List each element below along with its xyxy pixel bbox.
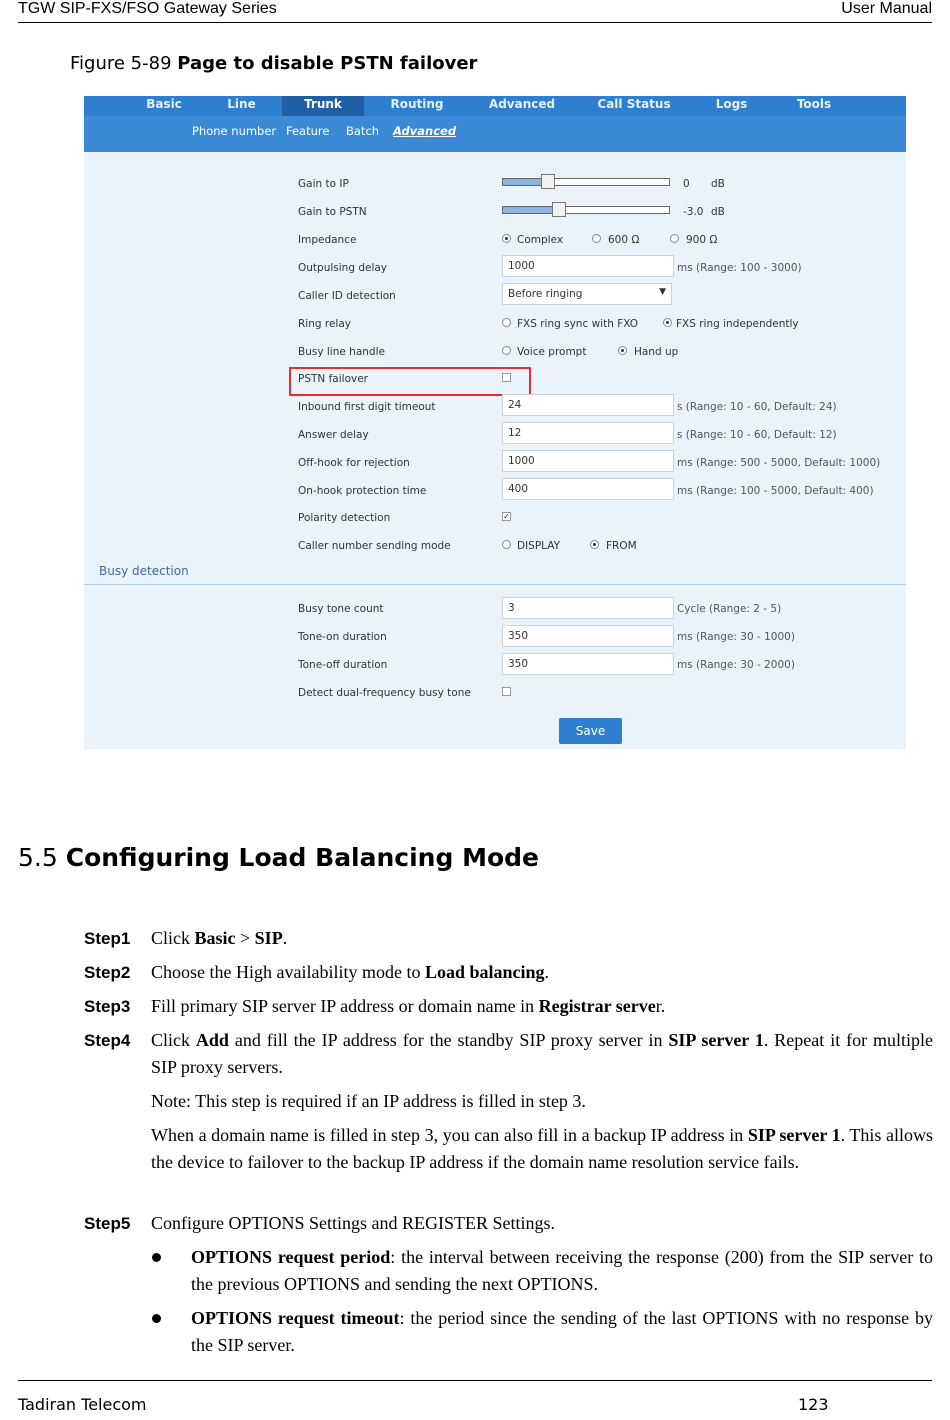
tone-off-duration-label: Tone-off duration: [298, 659, 388, 671]
header-series-title: TGW SIP-FXS/FSO Gateway Series: [18, 0, 277, 17]
gain-to-pstn-fill: [503, 207, 559, 213]
answer-delay-hint: s (Range: 10 - 60, Default: 12): [677, 429, 837, 441]
off-hook-rejection-label: Off-hook for rejection: [298, 457, 410, 469]
bullet-icon: [152, 1314, 161, 1323]
busy-line-handle-label: Busy line handle: [298, 346, 385, 358]
caller-mode-display-radio[interactable]: [502, 540, 511, 549]
caller-id-detection-select[interactable]: [502, 283, 672, 305]
answer-delay-label: Answer delay: [298, 429, 369, 441]
gain-to-ip-slider[interactable]: [502, 178, 670, 186]
bullet-icon: [152, 1253, 161, 1262]
caller-id-detection-label: Caller ID detection: [298, 290, 396, 302]
bullet-options-period: OPTIONS request period: the interval between receiving the response (200) from the SIP server to the previous OPTIONS and sending the next OPTIONS.: [191, 1247, 933, 1294]
gain-to-pstn-unit: dB: [711, 206, 725, 218]
busy-tone-count-hint: Cycle (Range: 2 - 5): [677, 603, 782, 615]
caller-number-mode-label: Caller number sending mode: [298, 540, 451, 552]
tab-call-status[interactable]: Call Status: [597, 97, 671, 111]
page-header: [18, 0, 932, 23]
tab-tools[interactable]: Tools: [796, 97, 832, 111]
caller-id-detection-value: Before ringing: [508, 288, 583, 300]
caller-mode-display-label: DISPLAY: [517, 540, 561, 552]
subtab-feature[interactable]: Feature: [286, 124, 330, 138]
tab-basic[interactable]: Basic: [146, 97, 182, 111]
impedance-label: Impedance: [298, 234, 357, 246]
figure-caption: [70, 53, 477, 74]
polarity-detection-label: Polarity detection: [298, 512, 391, 524]
ring-relay-sync-label: FXS ring sync with FXO: [517, 318, 639, 330]
busy-tone-count-input[interactable]: 3: [502, 597, 674, 619]
step-4-note: Note: This step is required if an IP address is filled in step 3.: [151, 1091, 586, 1111]
ring-relay-label: Ring relay: [298, 318, 351, 330]
outpulsing-delay-input[interactable]: 1000: [502, 255, 674, 277]
busy-line-hangup-radio[interactable]: [618, 346, 627, 355]
subtab-batch[interactable]: Batch: [346, 124, 380, 138]
impedance-900-radio[interactable]: [670, 234, 679, 243]
tone-on-duration-hint: ms (Range: 30 - 1000): [677, 631, 795, 643]
step-label: Step3: [84, 997, 131, 1016]
pstn-failover-checkbox[interactable]: [502, 373, 511, 382]
figure-number: Figure 5-89: [70, 53, 178, 74]
impedance-600-radio[interactable]: [592, 234, 601, 243]
busy-detection-title: Busy detection: [99, 564, 189, 578]
outpulsing-delay-hint: ms (Range: 100 - 3000): [677, 262, 802, 274]
step-4-extra: When a domain name is filled in step 3, you can also fill in a backup IP address in SIP server 1. This allows the device to failover to the backup IP address if the domain name resolution service fails.: [151, 1125, 933, 1172]
gain-to-ip-unit: dB: [711, 178, 725, 190]
gain-to-pstn-value: -3.0: [683, 206, 704, 218]
dual-frequency-label: Detect dual-frequency busy tone: [298, 687, 471, 699]
busy-line-voice-label: Voice prompt: [517, 346, 587, 358]
on-hook-protection-hint: ms (Range: 100 - 5000, Default: 400): [677, 485, 874, 497]
busy-tone-count-label: Busy tone count: [298, 603, 384, 615]
tab-line[interactable]: Line: [227, 97, 256, 111]
trunk-advanced-screenshot: [84, 96, 906, 749]
section-number: 5.5: [18, 843, 66, 872]
tone-off-duration-input[interactable]: 350: [502, 653, 674, 675]
tab-trunk[interactable]: Trunk: [282, 96, 364, 116]
ring-relay-sync-radio[interactable]: [502, 318, 511, 327]
header-manual-title: User Manual: [841, 0, 932, 17]
on-hook-protection-input[interactable]: 400: [502, 478, 674, 500]
figure-title: Page to disable PSTN failover: [177, 53, 478, 74]
busy-line-voice-radio[interactable]: [502, 346, 511, 355]
busy-line-hangup-label: Hand up: [634, 346, 679, 358]
impedance-complex-label: Complex: [517, 234, 564, 246]
sub-navigation: [84, 116, 906, 152]
step-1-text: Click Basic > SIP.: [151, 928, 288, 948]
top-navigation: [84, 96, 906, 116]
off-hook-rejection-hint: ms (Range: 500 - 5000, Default: 1000): [677, 457, 881, 469]
ring-relay-independent-radio[interactable]: [663, 318, 672, 327]
step-label: Step5: [84, 1214, 131, 1233]
gain-to-ip-label: Gain to IP: [298, 178, 349, 190]
gain-to-pstn-label: Gain to PSTN: [298, 206, 367, 218]
impedance-complex-radio[interactable]: [502, 234, 511, 243]
step-label: Step1: [84, 929, 131, 948]
pstn-failover-label: PSTN failover: [298, 373, 368, 385]
step-5-text: Configure OPTIONS Settings and REGISTER Settings.: [151, 1213, 555, 1233]
bullet-options-timeout: OPTIONS request timeout: the period since the sending of the last OPTIONS with no response by the SIP server.: [191, 1308, 933, 1355]
step-4-text: Click Add and fill the IP address for the standby SIP proxy server in SIP server 1. Repeat it for multiple SIP proxy servers.: [151, 1030, 933, 1077]
gain-to-pstn-knob[interactable]: [552, 202, 566, 217]
dual-frequency-checkbox[interactable]: [502, 687, 511, 696]
step-3-text: Fill primary SIP server IP address or domain name in Registrar server.: [151, 996, 666, 1016]
tone-on-duration-label: Tone-on duration: [298, 631, 387, 643]
dropdown-arrow-icon: ▼: [659, 287, 666, 297]
inbound-timeout-hint: s (Range: 10 - 60, Default: 24): [677, 401, 837, 413]
gain-to-ip-value: 0: [683, 178, 690, 190]
tab-advanced[interactable]: Advanced: [488, 97, 556, 111]
tone-off-duration-hint: ms (Range: 30 - 2000): [677, 659, 795, 671]
gain-to-ip-knob[interactable]: [541, 174, 555, 189]
inbound-timeout-input[interactable]: 24: [502, 394, 674, 416]
page-number: 123: [798, 1395, 829, 1414]
polarity-detection-checkbox[interactable]: ✓: [503, 512, 510, 521]
subtab-phone-number[interactable]: Phone number: [192, 124, 277, 138]
on-hook-protection-label: On-hook protection time: [298, 485, 427, 497]
gain-to-pstn-slider[interactable]: [502, 206, 670, 214]
step-2-text: Choose the High availability mode to Load balancing.: [151, 962, 550, 982]
step-label: Step2: [84, 963, 131, 982]
save-button[interactable]: Save: [559, 718, 622, 744]
page-footer: [18, 1380, 932, 1420]
tab-logs[interactable]: Logs: [715, 97, 748, 111]
impedance-900-label: 900 Ω: [686, 234, 718, 246]
busy-detection-divider: [84, 584, 906, 585]
caller-mode-from-label: FROM: [606, 540, 637, 552]
caller-mode-from-radio[interactable]: [590, 540, 599, 549]
section-heading: [18, 843, 539, 872]
tone-on-duration-input[interactable]: 350: [502, 625, 674, 647]
off-hook-rejection-input[interactable]: 1000: [502, 450, 674, 472]
footer-company: Tadiran Telecom: [18, 1395, 147, 1414]
outpulsing-delay-label: Outpulsing delay: [298, 262, 388, 274]
inbound-timeout-label: Inbound first digit timeout: [298, 401, 436, 413]
impedance-600-label: 600 Ω: [608, 234, 640, 246]
step-label: Step4: [84, 1031, 131, 1050]
answer-delay-input[interactable]: 12: [502, 422, 674, 444]
tab-routing[interactable]: Routing: [390, 97, 444, 111]
subtab-advanced[interactable]: Advanced: [393, 124, 457, 138]
ring-relay-independent-label: FXS ring independently: [676, 318, 799, 330]
section-title: Configuring Load Balancing Mode: [65, 843, 539, 872]
